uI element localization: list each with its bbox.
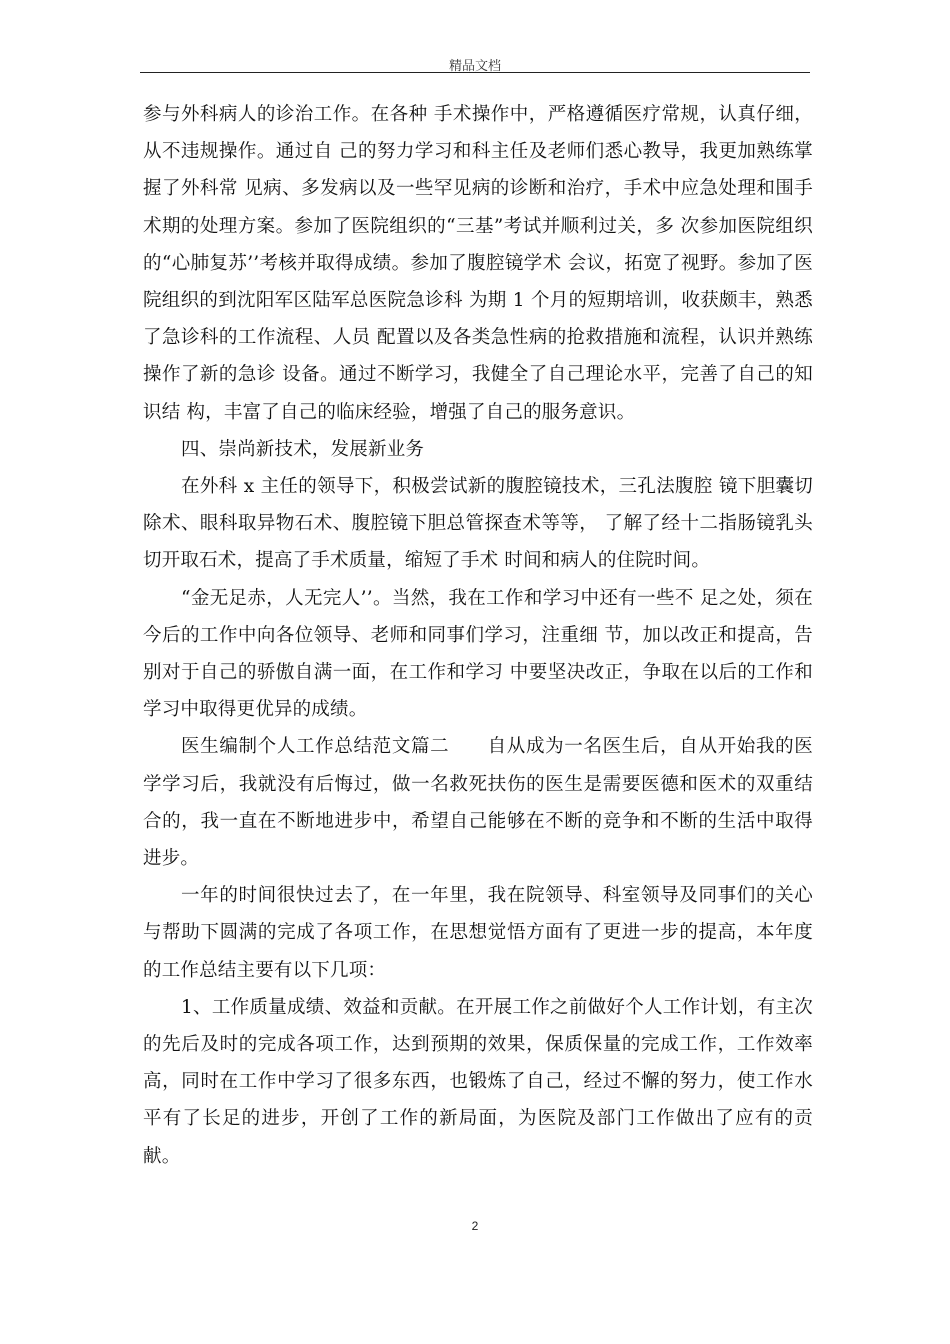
page-header-label: 精品文档: [448, 59, 501, 74]
paragraph-article-two-intro: 医生编制个人工作总结范文篇二 自从成为一名医生后，自从开始我的医学学习后，我就没有后悔过，做一名救死扶伤的医生是需要医德和医术的双重结合的，我一直在不断地进步中，希望自己能够在不断的竞争和不断的生活中取得进步。: [143, 736, 813, 870]
paragraph-continuation: 参与外科病人的诊治工作。在各种 手术操作中，严格遵循医疗常规，认真仔细，从不违规操作。通过自 己的努力学习和科主任及老师们悉心教导，我更加熟练掌握了外科常 见病、多发病以及一些罕见病的诊断和治疗，手术中应急处理和围手 术期的处理方案。参加了医院组织的“三基”考试并顺利过关，多 次参加医院组织的“心肺复苏’’考核并取得成绩。参加了腹腔镜学术 会议，拓宽了视野。参加了医院组织的到沈阳军区陆军总医院急诊科 为期 1 个月的短期培训，收获颇丰，熟悉了急诊科的工作流程、人员 配置以及各类急性病的抢救措施和流程，认识并熟练操作了新的急诊 设备。通过不断学习，我健全了自己理论水平，完善了自己的知识结 构，丰富了自己的临床经验，增强了自己的服务意识。: [143, 104, 813, 423]
paragraph-work-quality: 1、工作质量成绩、效益和贡献。在开展工作之前做好个人工作计划，有主次的先后及时的完成各项工作，达到预期的效果，保质保量的完成工作，工作效率高，同时在工作中学习了很多东西，也锻炼了自己，经过不懈的努力，使工作水平有了长足的进步，开创了工作的新局面，为医院及部门工作做出了应有的贡献。: [143, 996, 813, 1167]
header-divider: [140, 72, 810, 73]
section-heading: 四、崇尚新技术，发展新业务: [181, 438, 425, 460]
paragraph-year-summary: 一年的时间很快过去了，在一年里，我在院领导、科室领导及同事们的关心与帮助下圆满的完成了各项工作，在思想觉悟方面有了更进一步的提高，本年度的工作总结主要有以下几项：: [143, 885, 813, 981]
page-number: 2: [471, 1219, 479, 1233]
paragraph-self-reflection: “金无足赤，人无完人’’。当然，我在工作和学习中还有一些不 足之处，须在今后的工作中向各位领导、老师和同事们学习，注重细 节，加以改正和提高，告别对于自己的骄傲自满一面，在工作和学习 中要坚决改正，争取在以后的工作和学习中取得更优异的成绩。: [143, 587, 813, 721]
paragraph-new-techniques: 在外科 x 主任的领导下，积极尝试新的腹腔镜技术，三孔法腹腔 镜下胆囊切除术、眼科取异物石术、腹腔镜下胆总管探查术等等， 了解了经十二指肠镜乳头切开取石术，提高了手术质量，缩短了手术 时间和病人的住院时间。: [143, 476, 813, 572]
document-body: [143, 96, 813, 1175]
